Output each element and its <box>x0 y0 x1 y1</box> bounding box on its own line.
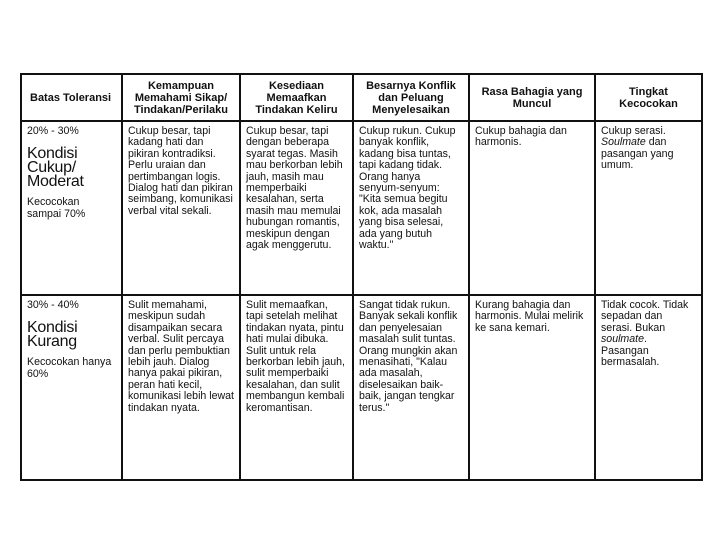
forgiveness-cell: Cukup besar, tapi dengan beberapa syarat tegas. Masih mau berkorban lebih jauh, masih mau memperbaiki kesalahan, serta masih mau memulai hubungan romantis, meskipun dengan agak menggerutu. <box>240 121 353 295</box>
header-row <box>21 74 702 121</box>
header-tolerance: Batas Toleransi <box>21 74 122 121</box>
header-happiness: Rasa Bahagia yang Muncul <box>469 74 595 121</box>
compatibility-emphasis: soulmate <box>601 333 644 346</box>
header-conflict: Besarnya Konflik dan Peluang Menyelesaikan <box>353 74 469 121</box>
tolerance-range: 20% - 30% <box>27 125 79 137</box>
conflict-cell: Sangat tidak rukun. Banyak sekali konflik dan penyelesaian masalah sulit tuntas. Orang mungkin akan menasihati, "Kalau ada masalah, diselesaikan baik-baik, jangan tengkar terus." <box>353 295 469 480</box>
compatibility-cell <box>595 121 702 295</box>
table-row <box>21 295 702 480</box>
match-percentage: Kecocokan sampai 70% <box>27 196 86 220</box>
table-row <box>21 121 702 295</box>
compatibility-cell <box>595 295 702 480</box>
tolerance-cell <box>21 295 122 480</box>
forgiveness-cell: Sulit memaafkan, tapi setelah melihat tindakan nyata, pintu hati mulai dibuka. Sulit untuk rela berkorban lebih jauh, sulit memperbaiki kesalahan, dan sulit membangun kembali keromantisan. <box>240 295 353 480</box>
tolerance-table <box>20 73 703 481</box>
compatibility-text-a: Cukup serasi. <box>601 125 666 137</box>
header-understanding: Kemampuan Memahami Sikap/ Tindakan/Perilaku <box>122 74 240 121</box>
conflict-cell: Cukup rukun. Cukup banyak konflik, kadang bisa tuntas, tapi kadang tidak. Orang hanya senyum-senyum: "Kita semua begitu kok, ada masalah yang bisa selesai, ada yang butuh waktu." <box>353 121 469 295</box>
happiness-cell: Kurang bahagia dan harmonis. Mulai melirik ke sana kemari. <box>469 295 595 480</box>
compatibility-text-b: . Pasangan bermasalah. <box>601 333 660 369</box>
compatibility-text-a: Tidak cocok. Tidak sepadan dan serasi. Bukan <box>601 299 689 334</box>
understanding-cell: Sulit memahami, meskipun sudah disampaikan secara verbal. Sulit percaya dan perlu pembuktian lebih jauh. Dialog hanya pakai pikiran, peran hati kecil, komunikasi lebih lewat tindakan nyata. <box>122 295 240 480</box>
tolerance-range: 30% - 40% <box>27 299 79 311</box>
happiness-cell: Cukup bahagia dan harmonis. <box>469 121 595 295</box>
condition-label: Kondisi Cukup/ Moderat <box>27 145 84 191</box>
compatibility-emphasis: Soulmate <box>601 136 646 149</box>
tolerance-cell <box>21 121 122 295</box>
header-compatibility: Tingkat Kecocokan <box>595 74 702 121</box>
compatibility-text-b: dan pasangan yang umum. <box>601 136 674 172</box>
condition-label: Kondisi Kurang <box>27 319 78 351</box>
header-forgiveness: Kesediaan Memaafkan Tindakan Keliru <box>240 74 353 121</box>
understanding-cell: Cukup besar, tapi kadang hati dan pikiran kontradiksi. Perlu uraian dan pertimbangan logis. Dialog hati dan pikiran seimbang, komunikasi verbal vital sekali. <box>122 121 240 295</box>
match-percentage: Kecocokan hanya 60% <box>27 356 112 380</box>
